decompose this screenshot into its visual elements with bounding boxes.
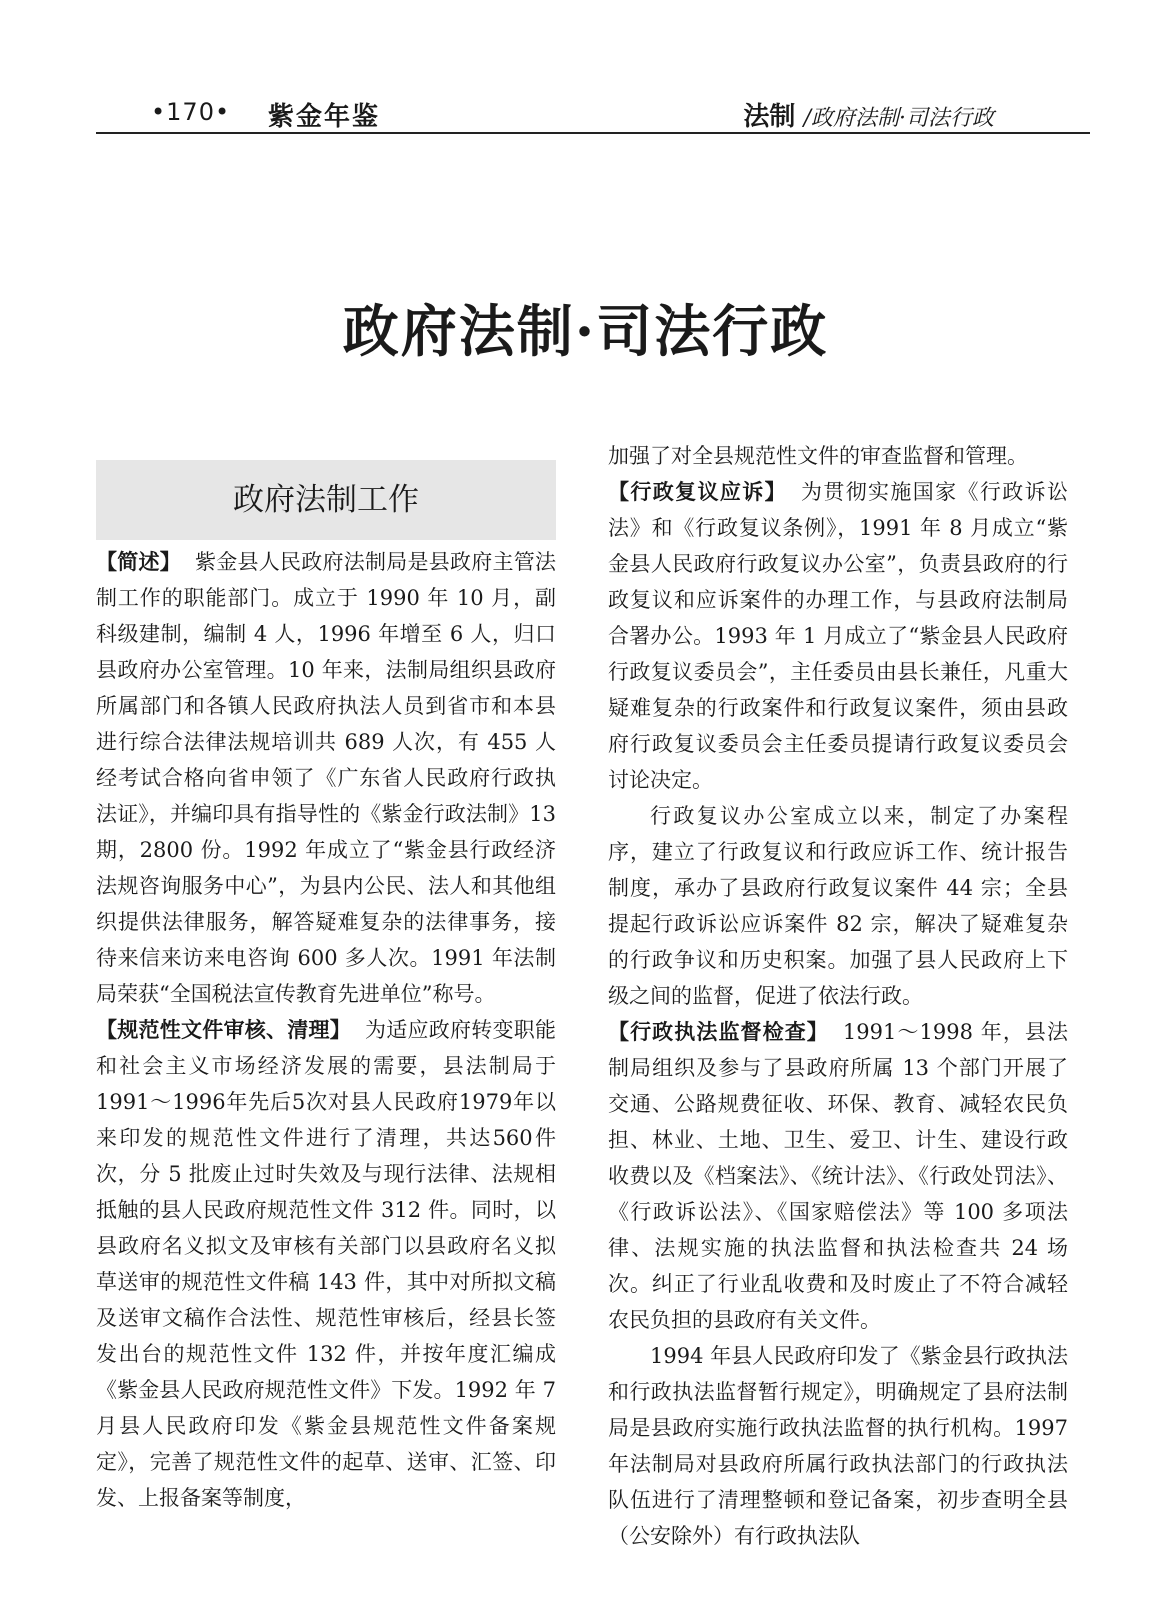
paragraph-heading: 【行政执法监督检查】 bbox=[608, 1020, 829, 1044]
section-title: 政府法制工作 bbox=[96, 460, 556, 540]
paragraph-text: 为适应政府转变职能和社会主义市场经济发展的需要，县法制局于1991～1996年先后5次对县人民政府1979年以来印发的规范性文件进行了清理，共达560件次，分 5 批废止过时失效及与现行法律、法规相抵触的县人民政府规范性文件 312 件。同时，以县政府名义拟文及审核有关部门以县政府名义拟草送审的规范性文件稿 143 件，其中对所拟文稿及送审文稿作合法性、规范性审核后，经县长签发出台的规范性文件 132 件，并按年度汇编成《紫金县人民政府规范性文件》下发。1992 年 7 月县人民政府印发《紫金县规范性文件备案规定》，完善了规范性文件的起草、送审、汇签、印发、上报备案等制度， bbox=[96, 1018, 556, 1510]
paragraph-text: 紫金县人民政府法制局是县政府主管法制工作的职能部门。成立于 1990 年 10 月，副科级建制，编制 4 人，1996 年增至 6 人，归口县政府办公室管理。10 年来，法制局组织县政府所属部门和各镇人民政府执法人员到省市和本县进行综合法律法规培训共 689 人次，有 455 人经考试合格向省申领了《广东省人民政府行政执法证》，并编印具有指导性的《紫金行政法制》13 期，2800 份。1992 年成立了“紫金县行政经济法规咨询服务中心”，为县内公民、法人和其他组织提供法律服务，解答疑难复杂的法律事务，接待来信来访来电咨询 600 多人次。1991 年法制局荣获“全国税法宣传教育先进单位”称号。 bbox=[96, 550, 556, 1006]
paragraph-text: 1991～1998 年，县法制局组织及参与了县政府所属 13 个部门开展了交通、公路规费征收、环保、教育、减轻农民负担、林业、土地、卫生、爱卫、计生、建设行政收费以及《档案法》、《统计法》、《行政处罚法》、《行政诉讼法》、《国家赔偿法》等 100 多项法律、法规实施的执法监督和执法检查共 24 场次。纠正了行业乱收费和及时废止了不符合减轻农民负担的县政府有关文件。 bbox=[608, 1020, 1069, 1332]
paragraph-continued bbox=[608, 438, 1068, 474]
book-title: 紫金年鉴 bbox=[268, 102, 381, 132]
paragraph-text: 行政复议办公室成立以来，制定了办案程序，建立了行政复议和行政应诉工作、统计报告制度，承办了县政府行政复议案件 44 宗；全县提起行政诉讼应诉案件 82 宗，解决了疑难复杂的行政争议和历史积案。加强了县人民政府上下级之间的监督，促进了依法行政。 bbox=[608, 804, 1068, 1008]
section-sub: /政府法制·司法行政 bbox=[803, 106, 994, 131]
paragraph-review-office bbox=[608, 798, 1068, 1014]
paragraph-text: 为贯彻实施国家《行政诉讼法》和《行政复议条例》，1991 年 8 月成立“紫金县人民政府行政复议办公室”，负责县政府的行政复议和应诉案件的办理工作，与县政府法制局合署办公。1993 年 1 月成立了“紫金县人民政府行政复议委员会”，主任委员由县长兼任，凡重大疑难复杂的行政案件和行政复议案件，须由县政府行政复议委员会主任委员提请行政复议委员会讨论决定。 bbox=[608, 480, 1069, 792]
paragraph-text: 1994 年县人民政府印发了《紫金县行政执法和行政执法监督暂行规定》，明确规定了县府法制局是县政府实施行政执法监督的执行机构。1997 年法制局对县政府所属行政执法部门的行政执法队伍进行了清理整顿和登记备案，初步查明全县（公安除外）有行政执法队 bbox=[608, 1344, 1068, 1548]
page-number: •170• bbox=[151, 98, 231, 126]
paragraph-heading: 【规范性文件审核、清理】 bbox=[96, 1018, 351, 1042]
paragraph-normative-docs bbox=[96, 1012, 556, 1516]
paragraph-admin-review bbox=[608, 474, 1068, 798]
running-header bbox=[96, 96, 1090, 134]
paragraph-text: 加强了对全县规范性文件的审查监督和管理。 bbox=[608, 444, 1028, 468]
paragraph-1994-regulation bbox=[608, 1338, 1068, 1554]
section-main: 法制 bbox=[743, 102, 796, 132]
left-column bbox=[96, 438, 556, 1516]
section-path bbox=[743, 96, 994, 133]
paragraph-enforcement-supervision bbox=[608, 1014, 1068, 1338]
right-column bbox=[608, 438, 1068, 1554]
paragraph-overview bbox=[96, 544, 556, 1012]
chapter-title: 政府法制·司法行政 bbox=[342, 299, 829, 365]
paragraph-heading: 【行政复议应诉】 bbox=[608, 480, 787, 504]
paragraph-heading: 【简述】 bbox=[96, 550, 181, 574]
